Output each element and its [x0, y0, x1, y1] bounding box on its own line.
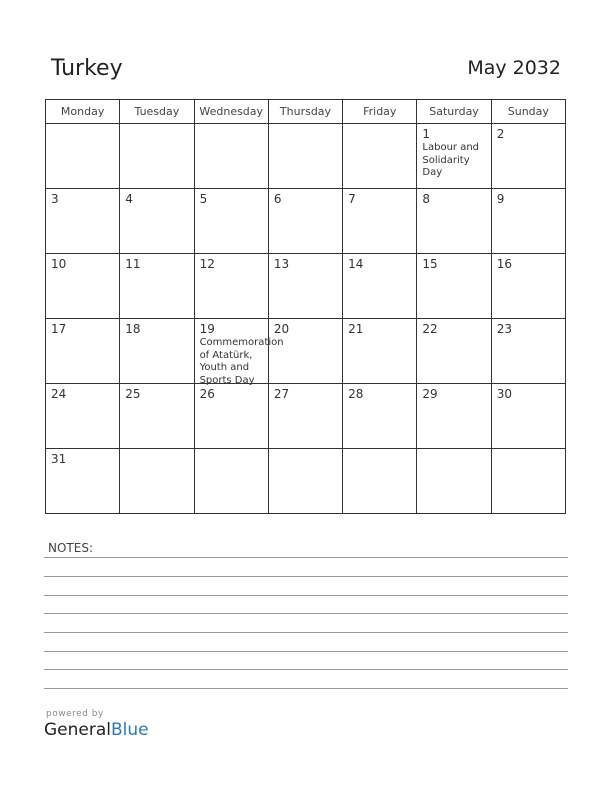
day-number: 1: [422, 127, 431, 141]
week-row: [46, 384, 566, 449]
week-row: [46, 254, 566, 319]
day-number: 31: [51, 452, 67, 466]
week-row: [46, 319, 566, 384]
day-number: 15: [422, 257, 438, 271]
weekday-friday: Friday: [343, 100, 417, 124]
day-number: 12: [199, 257, 215, 271]
calendar-grid: [45, 99, 566, 514]
day-cell: [417, 449, 491, 514]
day-cell: [194, 449, 268, 514]
weekday-thursday: Thursday: [268, 100, 342, 124]
note-line: [44, 613, 568, 614]
week-row: [46, 124, 566, 189]
day-cell: [417, 124, 491, 189]
day-number: 7: [348, 192, 356, 206]
day-number: 9: [496, 192, 505, 206]
day-number: 11: [125, 257, 141, 271]
day-number: 13: [273, 257, 290, 271]
weekday-wednesday: Wednesday: [194, 100, 268, 124]
day-number: 19: [199, 322, 215, 336]
note-line: [44, 632, 568, 633]
note-line: [44, 576, 568, 577]
day-cell: [120, 449, 194, 514]
day-cell: [417, 384, 491, 449]
holiday-event: Commemoration of Atatürk, Youth and Sports Day: [199, 337, 284, 386]
day-cell: [46, 449, 120, 514]
day-cell: [268, 384, 342, 449]
day-cell: [120, 319, 194, 384]
country-title: Turkey: [51, 56, 123, 81]
month-year-title: May 2032: [467, 57, 561, 79]
day-cell: [343, 449, 417, 514]
day-number: 16: [496, 257, 512, 271]
day-number: 5: [199, 192, 208, 206]
weekday-saturday: Saturday: [417, 100, 491, 124]
day-cell: [491, 449, 565, 514]
day-cell: [268, 124, 342, 189]
day-number: 25: [125, 387, 141, 401]
day-cell: [343, 254, 417, 319]
note-line: [44, 669, 568, 670]
day-cell: [194, 254, 268, 319]
day-cell: [343, 384, 417, 449]
day-cell: [417, 319, 491, 384]
day-cell: [343, 319, 417, 384]
day-number: 17: [51, 322, 67, 336]
day-number: 4: [125, 192, 133, 206]
day-number: 8: [422, 192, 431, 206]
brand-blue-text: Blue: [111, 720, 149, 740]
day-number: 6: [273, 192, 282, 206]
day-number: 26: [199, 387, 215, 401]
day-cell: [491, 189, 565, 254]
day-cell: [268, 449, 342, 514]
day-number: 22: [422, 322, 438, 336]
day-number: 10: [51, 257, 67, 271]
day-cell: [343, 189, 417, 254]
weekday-header-row: [46, 100, 566, 124]
day-cell: [491, 319, 565, 384]
note-line: [44, 688, 568, 689]
day-cell: [268, 189, 342, 254]
day-cell: [343, 124, 417, 189]
day-number: 24: [51, 387, 67, 401]
day-cell: [120, 384, 194, 449]
day-cell: [268, 254, 342, 319]
day-number: 23: [496, 322, 512, 336]
notes-label: NOTES:: [48, 541, 93, 555]
day-cell: [46, 124, 120, 189]
day-cell: [46, 254, 120, 319]
note-line: [44, 557, 568, 558]
powered-by-text: powered by: [46, 709, 104, 719]
day-cell: [46, 189, 120, 254]
week-row: [46, 449, 566, 514]
day-number: 28: [348, 387, 364, 401]
day-number: 27: [273, 387, 290, 401]
holiday-event: Labour and Solidarity Day: [422, 142, 480, 178]
day-cell: [120, 254, 194, 319]
day-number: 18: [125, 322, 141, 336]
day-number: 2: [496, 127, 505, 141]
day-cell: [194, 384, 268, 449]
day-number: 20: [273, 322, 290, 336]
day-cell: [194, 124, 268, 189]
note-line: [44, 651, 568, 652]
day-number: 30: [496, 387, 512, 401]
day-number: 29: [422, 387, 438, 401]
day-cell: [491, 384, 565, 449]
day-number: 21: [348, 322, 364, 336]
day-cell: [120, 124, 194, 189]
day-cell: [120, 189, 194, 254]
day-number: 14: [348, 257, 364, 271]
day-cell: [46, 319, 120, 384]
weekday-tuesday: Tuesday: [120, 100, 194, 124]
note-line: [44, 595, 568, 596]
day-cell: [417, 254, 491, 319]
day-cell: [194, 189, 268, 254]
day-cell: [46, 384, 120, 449]
week-row: [46, 189, 566, 254]
day-cell: [491, 124, 565, 189]
weekday-sunday: Sunday: [491, 100, 565, 124]
weekday-monday: Monday: [46, 100, 120, 124]
generalblue-logo[interactable]: [44, 720, 149, 740]
day-cell: [417, 189, 491, 254]
day-number: 3: [51, 192, 59, 206]
day-cell: [268, 319, 342, 384]
brand-general-text: General: [44, 720, 111, 740]
day-cell: [491, 254, 565, 319]
